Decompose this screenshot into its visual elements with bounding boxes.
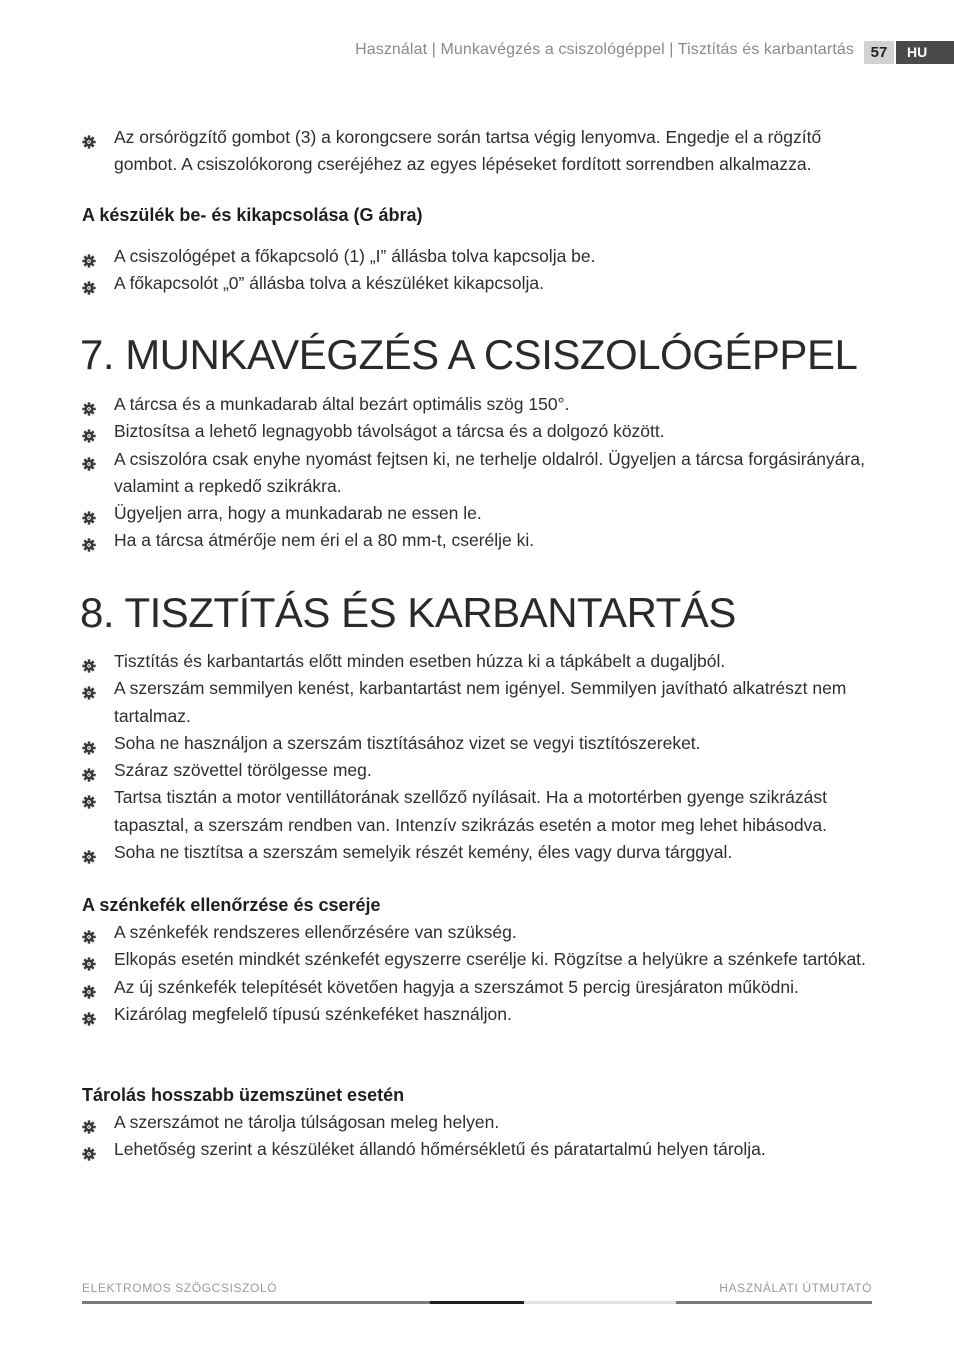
storage-heading: Tárolás hosszabb üzemszünet esetén	[82, 1085, 405, 1105]
bullet-text: Kizárólag megfelelő típusú szénkeféket használjon.	[114, 1003, 512, 1024]
bullet-item	[82, 418, 872, 445]
switch-bullet-list	[82, 243, 872, 298]
gear-bullet-icon	[82, 249, 96, 263]
gear-bullet-icon	[82, 925, 96, 939]
section-8-bullet-list	[82, 648, 872, 866]
gear-bullet-icon	[82, 654, 96, 668]
bullet-item	[82, 757, 872, 784]
gear-bullet-icon	[82, 276, 96, 290]
bullet-text: Száraz szövettel törölgesse meg.	[114, 760, 372, 781]
bullet-item	[82, 839, 872, 866]
bullet-item	[82, 527, 872, 554]
switch-heading: A készülék be- és kikapcsolása (G ábra)	[82, 205, 423, 225]
bullet-text: Biztosítsa a lehető legnagyobb távolságot a tárcsa és a dolgozó között.	[114, 421, 665, 442]
bullet-item	[82, 1136, 872, 1163]
brushes-block	[82, 919, 872, 1028]
bullet-item	[82, 446, 872, 501]
brushes-bullet-list	[82, 919, 872, 1028]
bullet-item	[82, 500, 872, 527]
section-8-title: 8. TISZTÍTÁS ÉS KARBANTARTÁS	[80, 589, 736, 636]
gear-bullet-icon	[82, 845, 96, 859]
bullet-item	[82, 675, 872, 730]
gear-bullet-icon	[82, 424, 96, 438]
bullet-item	[82, 270, 872, 297]
gear-bullet-icon	[82, 980, 96, 994]
bullet-item	[82, 1109, 872, 1136]
footer-bar-segment-1	[82, 1301, 430, 1304]
bullet-text: A csiszológépet a főkapcsoló (1) „I” állásba tolva kapcsolja be.	[114, 246, 596, 266]
bullet-text: Soha ne használjon a szerszám tisztításához vizet se vegyi tisztítószereket.	[114, 732, 701, 753]
gear-bullet-icon	[82, 790, 96, 804]
bullet-item	[82, 243, 872, 270]
gear-bullet-icon	[82, 533, 96, 547]
bullet-text: Az orsórögzítő gombot (3) a korongcsere során tartsa végig lenyomva. Engedje el a rögzítő gombot. A csiszolókorong cseréjéhez az egyes lépéseket fordított sorrendben alkalmazza.	[114, 127, 822, 175]
bullet-text: Lehetőség szerint a készüléket állandó hőmérsékletű és páratartalmú helyen tárolja.	[114, 1139, 766, 1160]
bullet-item	[82, 946, 872, 973]
bullet-text: Elkopás esetén mindkét szénkefét egyszerre cserélje ki. Rögzítse a helyükre a szénkefe tartókat.	[114, 949, 866, 970]
bullet-item	[82, 648, 872, 675]
bullet-text: Soha ne tisztítsa a szerszám semelyik részét kemény, éles vagy durva tárggyal.	[114, 842, 733, 863]
bullet-text: A szénkefék rendszeres ellenőrzésére van szükség.	[114, 922, 517, 942]
gear-bullet-icon	[82, 1007, 96, 1021]
bullet-text: A csiszolóra csak enyhe nyomást fejtsen ki, ne terhelje oldalról. Ügyeljen a tárcsa forgásirányára, valamint a repkedő szikrákra.	[114, 448, 865, 496]
gear-bullet-icon	[82, 452, 96, 466]
gear-bullet-icon	[82, 763, 96, 777]
storage-block	[82, 1109, 872, 1164]
bullet-text: A szerszám semmilyen kenést, karbantartást nem igényel. Semmilyen javítható alkatrészt nem tartalmaz.	[114, 678, 847, 726]
footer-bar-segment-4	[676, 1301, 872, 1304]
switch-block	[82, 243, 872, 298]
section-8-block	[82, 648, 872, 866]
gear-bullet-icon	[82, 1142, 96, 1156]
footer-product-name: ELEKTROMOS SZÖGCSISZOLÓ	[82, 1281, 278, 1295]
bullet-text: Ha a tárcsa átmérője nem éri el a 80 mm-t, cserélje ki.	[114, 530, 535, 551]
gear-bullet-icon	[82, 1115, 96, 1129]
footer-manual-title: HASZNÁLATI ÚTMUTATÓ	[719, 1281, 872, 1295]
bullet-item	[82, 391, 872, 418]
footer-bar-segment-3	[524, 1301, 676, 1304]
bullet-item	[82, 1001, 872, 1028]
gear-bullet-icon	[82, 397, 96, 411]
gear-bullet-icon	[82, 736, 96, 750]
bullet-text: Az új szénkefék telepítését követően hagyja a szerszámot 5 percig üresjáraton működni.	[114, 976, 799, 997]
section-7-block	[82, 391, 872, 555]
language-badge: HU	[896, 41, 954, 64]
section-7-bullet-list	[82, 391, 872, 555]
bullet-text: A főkapcsolót „0” állásba tolva a készüléket kikapcsolja.	[114, 273, 544, 294]
intro-bullet-list	[82, 124, 872, 179]
bullet-text: A tárcsa és a munkadarab által bezárt optimális szög 150°.	[114, 394, 570, 414]
storage-bullet-list	[82, 1109, 872, 1164]
gear-bullet-icon	[82, 681, 96, 695]
bullet-item	[82, 919, 872, 946]
bullet-item	[82, 974, 872, 1001]
page-number: 57	[864, 41, 894, 64]
bullet-item	[82, 730, 872, 757]
brushes-heading: A szénkefék ellenőrzése és cseréje	[82, 895, 381, 915]
section-7-title: 7. MUNKAVÉGZÉS A CSISZOLÓGÉPPEL	[80, 331, 858, 378]
bullet-item	[82, 784, 872, 839]
gear-bullet-icon	[82, 130, 96, 144]
bullet-text: Tisztítás és karbantartás előtt minden esetben húzza ki a tápkábelt a dugaljból.	[114, 651, 726, 671]
bullet-text: A szerszámot ne tárolja túlságosan meleg helyen.	[114, 1112, 500, 1132]
gear-bullet-icon	[82, 952, 96, 966]
gear-bullet-icon	[82, 506, 96, 520]
header-breadcrumb: Használat | Munkavégzés a csiszológéppel | Tisztítás és karbantartás	[355, 41, 854, 58]
bullet-item	[82, 124, 872, 179]
bullet-text: Ügyeljen arra, hogy a munkadarab ne essen le.	[114, 503, 482, 524]
footer-bar-segment-2	[430, 1301, 524, 1304]
bullet-text: Tartsa tisztán a motor ventillátorának szellőző nyílásait. Ha a motortérben gyenge szikrázást tapasztal, a szerszám rendben van. Intenzív szikrázás esetén a motor meg lehet hibásodva.	[114, 787, 828, 835]
intro-block	[82, 124, 872, 179]
